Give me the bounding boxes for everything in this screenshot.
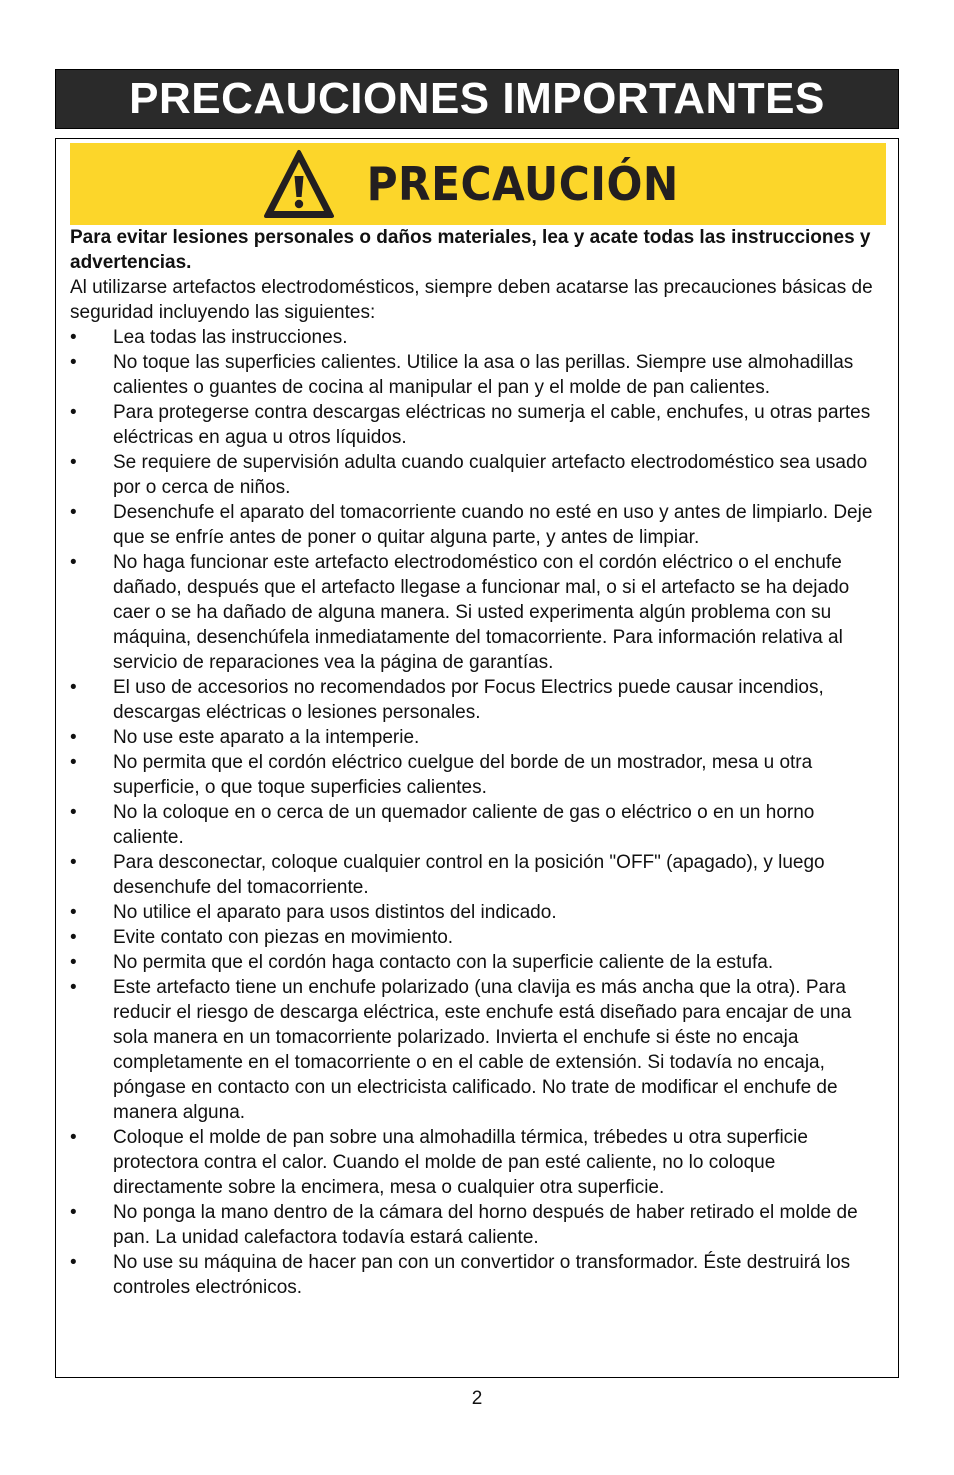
list-item [70, 550, 888, 675]
list-item [70, 675, 888, 725]
bullet-marker: • [70, 752, 77, 773]
warning-triangle-icon [263, 148, 335, 220]
list-item-text: No la coloque en o cerca de un quemador caliente de gas o eléctrico o en un horno caliente. [113, 802, 815, 848]
bullet-marker: • [70, 1202, 77, 1223]
list-item-text: Se requiere de supervisión adulta cuando cualquier artefacto electrodoméstico sea usado por o cerca de niños. [113, 452, 868, 498]
bullet-marker: • [70, 1252, 77, 1273]
list-item-text: Lea todas las instrucciones. [113, 327, 348, 348]
precautions-list [70, 325, 888, 1300]
list-item [70, 1250, 888, 1300]
list-item-text: No utilice el aparato para usos distintos del indicado. [113, 902, 557, 923]
bullet-marker: • [70, 677, 77, 698]
list-item-text: No permita que el cordón haga contacto con la superficie caliente de la estufa. [113, 952, 774, 973]
list-item [70, 900, 888, 925]
precautions-text [70, 225, 888, 1300]
list-item [70, 925, 888, 950]
list-item [70, 450, 888, 500]
bullet-marker: • [70, 552, 77, 573]
bullet-marker: • [70, 802, 77, 823]
bullet-marker: • [70, 727, 77, 748]
list-item [70, 500, 888, 550]
list-item-text: Para desconectar, coloque cualquier control en la posición "OFF" (apagado), y luego desenchufe del tomacorriente. [113, 852, 825, 898]
list-item [70, 850, 888, 900]
precautions-box [55, 138, 899, 1378]
bullet-marker: • [70, 452, 77, 473]
list-item-text: Evite contato con piezas en movimiento. [113, 927, 454, 948]
list-item [70, 750, 888, 800]
list-item [70, 950, 888, 975]
list-item [70, 350, 888, 400]
list-item-text: Desenchufe el aparato del tomacorriente cuando no esté en uso y antes de limpiarlo. Deje que se enfríe antes de poner o quitar alguna parte, y antes de limpiar. [113, 502, 873, 548]
list-item-text: No use este aparato a la intemperie. [113, 727, 420, 748]
bullet-marker: • [70, 1127, 77, 1148]
bullet-marker: • [70, 502, 77, 523]
bullet-marker: • [70, 852, 77, 873]
bullet-marker: • [70, 952, 77, 973]
list-item [70, 1125, 888, 1200]
title-bar [55, 69, 899, 129]
bullet-marker: • [70, 402, 77, 423]
bullet-marker: • [70, 327, 77, 348]
list-item [70, 400, 888, 450]
bullet-marker: • [70, 977, 77, 998]
list-item-text: No ponga la mano dentro de la cámara del horno después de haber retirado el molde de pan. La unidad calefactora todavía estará caliente. [113, 1202, 858, 1248]
list-item [70, 325, 888, 350]
bullet-marker: • [70, 927, 77, 948]
intro-bold-text: Para evitar lesiones personales o daños materiales, lea y acate todas las instrucciones y advertencias. [70, 227, 871, 273]
list-item [70, 1200, 888, 1250]
caution-banner [70, 143, 886, 225]
list-item-text: Para protegerse contra descargas eléctricas no sumerja el cable, enchufes, u otras partes eléctricas en agua u otros líquidos. [113, 402, 871, 448]
list-item [70, 725, 888, 750]
page-number: 2 [471, 1388, 483, 1409]
list-item-text: No haga funcionar este artefacto electrodoméstico con el cordón eléctrico o el enchufe dañado, después que el artefacto llegase a funcionar mal, o si el artefacto se ha dejado caer o se ha dañado de alguna manera. Si usted experimenta algún problema con su máquina, desenchúfela inmediatamente del tomacorriente. Para información relativa al servicio de reparaciones vea la página de garantías. [113, 552, 850, 673]
list-item-text: No use su máquina de hacer pan con un convertidor o transformador. Éste destruirá los controles electrónicos. [113, 1252, 851, 1298]
bullet-marker: • [70, 902, 77, 923]
page-title: PRECAUCIONES IMPORTANTES [129, 74, 825, 123]
list-item-text: Este artefacto tiene un enchufe polarizado (una clavija es más ancha que la otra). Para reducir el riesgo de descarga eléctrica, este enchufe está diseñado para encajar de una sola manera en un tomacorriente polarizado. Invierta el enchufe si éste no encaja completamente en el tomacorriente o en el cable de extensión. Si todavía no encaja, póngase en contacto con un electricista calificado. No trate de modificar el enchufe de manera alguna. [113, 977, 852, 1123]
list-item-text: Coloque el molde de pan sobre una almohadilla térmica, trébedes u otra superficie protectora contra el calor. Cuando el molde de pan esté caliente, no lo coloque directamente sobre la encimera, mesa o cualquier otra superficie. [113, 1127, 808, 1198]
list-item [70, 975, 888, 1125]
bullet-marker: • [70, 352, 77, 373]
list-item-text: El uso de accesorios no recomendados por Focus Electrics puede causar incendios, descargas eléctricas o lesiones personales. [113, 677, 824, 723]
list-item-text: No permita que el cordón eléctrico cuelgue del borde de un mostrador, mesa u otra superficie, o que toque superficies calientes. [113, 752, 813, 798]
list-item [70, 800, 888, 850]
intro-text: Al utilizarse artefactos electrodomésticos, siempre deben acatarse las precauciones básicas de seguridad incluyendo las siguientes: [70, 277, 873, 323]
caution-label: PRECAUCIÓN [366, 157, 680, 211]
list-item-text: No toque las superficies calientes. Utilice la asa o las perillas. Siempre use almohadillas calientes o guantes de cocina al manipular el pan y el molde de pan calientes. [113, 352, 854, 398]
